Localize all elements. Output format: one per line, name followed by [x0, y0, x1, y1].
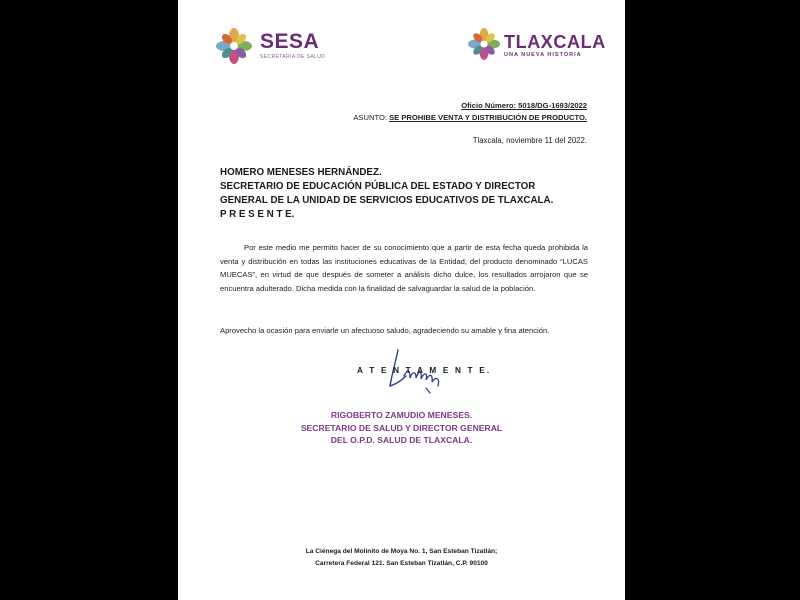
sesa-logo-name: SESA [260, 30, 320, 53]
asunto-line [353, 113, 587, 122]
atentamente-closing: A T E N T A M E N T E. [357, 366, 492, 375]
addressee-title-line-2: GENERAL DE LA UNIDAD DE SERVICIOS EDUCATIVOS DE TLAXCALA. [220, 195, 554, 206]
closing-paragraph: Aprovecho la ocasión para enviarle un afectuoso saludo, agradeciendo su amable y fina atención. [220, 326, 550, 335]
addressee-block [220, 166, 553, 222]
oficio-number: Oficio Número: 5018/DG-1693/2022 [461, 101, 587, 110]
addressee-title-line-1: SECRETARIO DE EDUCACIÓN PÚBLICA DEL ESTADO Y DIRECTOR [220, 181, 536, 192]
footer-address-line-1: La Ciénega del Molinito de Moya No. 1, San Esteban Tizatlán; [305, 548, 498, 555]
footer-address [178, 546, 625, 570]
presente-line: P R E S E N T E. [220, 209, 295, 220]
signer-title-line-2: DEL O.P.D. SALUD DE TLAXCALA. [330, 435, 473, 446]
signer-name: RIGOBERTO ZAMUDIO MENESES. [330, 410, 473, 420]
asunto-label: ASUNTO: [353, 113, 387, 122]
document-date: Tlaxcala, noviembre 11 del 2022. [472, 136, 587, 145]
tlaxcala-logo-subtitle: UNA NUEVA HISTORIA [504, 52, 582, 58]
footer-address-line-2: Carretera Federal 121. San Esteban Tizatlán, C.P. 90100 [315, 560, 488, 567]
asunto-value: SE PROHIBE VENTA Y DISTRIBUCIÓN DE PRODUCTO. [389, 113, 587, 122]
document-page [178, 0, 625, 600]
signer-block [178, 409, 625, 447]
addressee-name: HOMERO MENESES HERNÁNDEZ. [220, 167, 382, 178]
tlaxcala-logo [468, 26, 606, 66]
flower-emblem-icon [216, 28, 252, 64]
tlaxcala-logo-name: TLAXCALA [504, 32, 606, 52]
flower-emblem-icon [468, 28, 500, 60]
sesa-logo [216, 26, 336, 66]
sesa-logo-subtitle: SECRETARÍA DE SALUD [260, 54, 326, 60]
signer-title-line-1: SECRETARIO DE SALUD Y DIRECTOR GENERAL [300, 422, 503, 433]
body-paragraph: Por este medio me permito hacer de su conocimiento que a partir de esta fecha queda prohibida la venta y distribución en todas las instituciones educativas de la Entidad, del producto denominado “LUCAS MUECAS”, en virtud de que después de someter a análisis dicho dulce, los resultados arrojaron que se encuentra adulterado. Dicha medida con la finalidad de salvaguardar la salud de la población. [220, 243, 588, 293]
